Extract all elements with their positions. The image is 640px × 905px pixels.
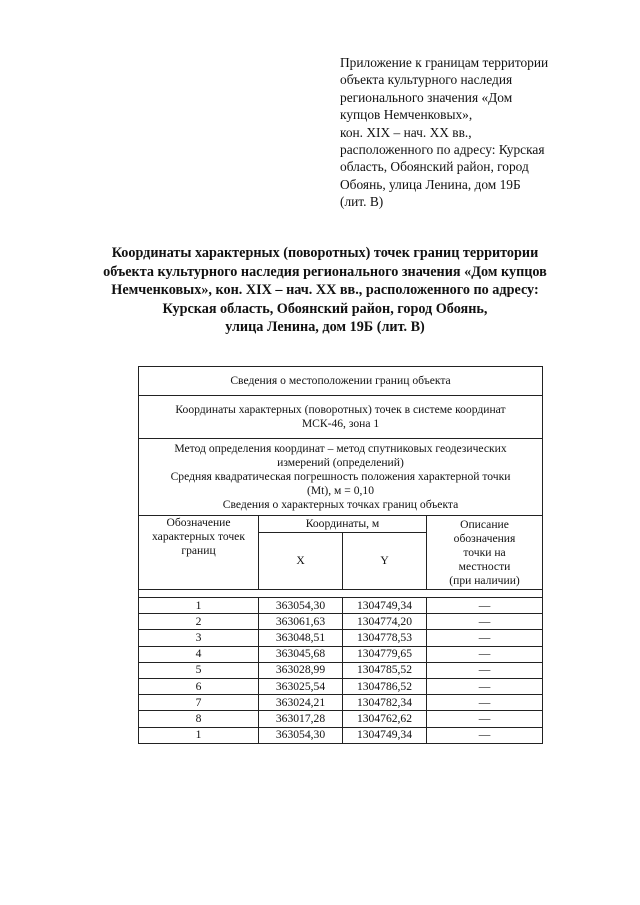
header-description-line: точки на [463, 545, 506, 559]
point-cell: 7 [139, 695, 259, 711]
method-line: Метод определения координат – метод спутниковых геодезических [174, 442, 507, 455]
description-cell: — [427, 678, 543, 694]
point-cell: 3 [139, 630, 259, 646]
y-cell: 1304778,53 [343, 630, 427, 646]
title-line: улица Ленина, дом 19Б (лит. В) [225, 319, 425, 336]
section-location-header [139, 367, 543, 396]
appendix-line: объекта культурного наследия [340, 72, 513, 88]
x-cell: 363028,99 [259, 662, 343, 678]
header-description-line: местности [458, 559, 511, 573]
description-cell: — [427, 711, 543, 727]
point-cell: 4 [139, 646, 259, 662]
header-point-line: характерных точек [152, 530, 245, 543]
method-line: Средняя квадратическая погрешность положения характерной точки [170, 470, 511, 483]
coordinates-table [138, 366, 543, 744]
x-cell: 363048,51 [259, 630, 343, 646]
table-row [139, 727, 543, 743]
description-cell: — [427, 646, 543, 662]
description-cell: — [427, 727, 543, 743]
y-cell: 1304749,34 [343, 727, 427, 743]
header-spacer-row [139, 590, 543, 598]
description-cell: — [427, 614, 543, 630]
x-cell: 363061,63 [259, 614, 343, 630]
point-cell: 8 [139, 711, 259, 727]
appendix-line: расположенного по адресу: Курская [340, 142, 545, 158]
appendix-note [340, 54, 578, 211]
x-cell: 363025,54 [259, 678, 343, 694]
table-row [139, 598, 543, 614]
table-row [139, 711, 543, 727]
header-description-line: Описание [460, 517, 509, 531]
title-line: Координаты характерных (поворотных) точек границ территории [111, 245, 539, 261]
section-location-text: Сведения о местоположении границ объекта [230, 374, 451, 387]
description-cell: — [427, 695, 543, 711]
header-coordinates [259, 516, 427, 533]
point-cell: 1 [139, 598, 259, 614]
y-cell: 1304785,52 [343, 662, 427, 678]
header-point-line: границ [181, 544, 216, 557]
appendix-line: Приложение к границам территории [340, 55, 549, 70]
description-cell: — [427, 598, 543, 614]
appendix-line: область, Обоянский район, город [340, 159, 529, 175]
x-cell: 363054,30 [259, 727, 343, 743]
appendix-line: купцов Немченковых», [340, 107, 473, 123]
header-x: X [259, 533, 343, 590]
y-cell: 1304774,20 [343, 614, 427, 630]
header-point-designation [139, 516, 259, 590]
x-cell: 363045,68 [259, 646, 343, 662]
coordinate-system-line: Координаты характерных (поворотных) точек в системе координат [175, 403, 506, 416]
y-cell: 1304749,34 [343, 598, 427, 614]
header-description [427, 516, 543, 590]
x-cell: 363017,28 [259, 711, 343, 727]
appendix-line: Обоянь, улица Ленина, дом 19Б [340, 176, 521, 192]
method-line: Сведения о характерных точках границ объекта [222, 498, 459, 511]
header-description-line: (при наличии) [449, 573, 520, 587]
appendix-line: (лит. В) [340, 194, 384, 210]
table-row [139, 630, 543, 646]
header-coordinates-text: Координаты, м [305, 517, 380, 530]
table-row [139, 614, 543, 630]
coordinate-system-line: МСК-46, зона 1 [301, 417, 380, 430]
header-point-line: Обозначение [166, 516, 231, 529]
title-line: Курская область, Обоянский район, город Обоянь, [162, 300, 488, 317]
title-line: Немченковых», кон. XIX – нач. XX вв., расположенного по адресу: [111, 282, 539, 299]
x-cell: 363054,30 [259, 598, 343, 614]
table-row [139, 662, 543, 678]
point-cell: 5 [139, 662, 259, 678]
table-row [139, 695, 543, 711]
section-coordinate-system [139, 396, 543, 439]
y-cell: 1304786,52 [343, 678, 427, 694]
y-cell: 1304779,65 [343, 646, 427, 662]
section-method [139, 439, 543, 516]
x-cell: 363024,21 [259, 695, 343, 711]
header-description-line: обозначения [453, 531, 516, 545]
document-title [70, 244, 580, 337]
method-line: измерений (определений) [277, 456, 404, 469]
method-line: (Mt), м = 0,10 [307, 484, 375, 497]
title-line: объекта культурного наследия регионального значения «Дом купцов [103, 263, 547, 280]
y-cell: 1304782,34 [343, 695, 427, 711]
point-cell: 2 [139, 614, 259, 630]
appendix-line: кон. XIX – нач. XX вв., [340, 124, 472, 140]
header-y: Y [343, 533, 427, 590]
y-cell: 1304762,62 [343, 711, 427, 727]
table-row [139, 678, 543, 694]
description-cell: — [427, 662, 543, 678]
point-cell: 1 [139, 727, 259, 743]
appendix-line: регионального значения «Дом [340, 89, 513, 105]
description-cell: — [427, 630, 543, 646]
table-row [139, 646, 543, 662]
point-cell: 6 [139, 678, 259, 694]
